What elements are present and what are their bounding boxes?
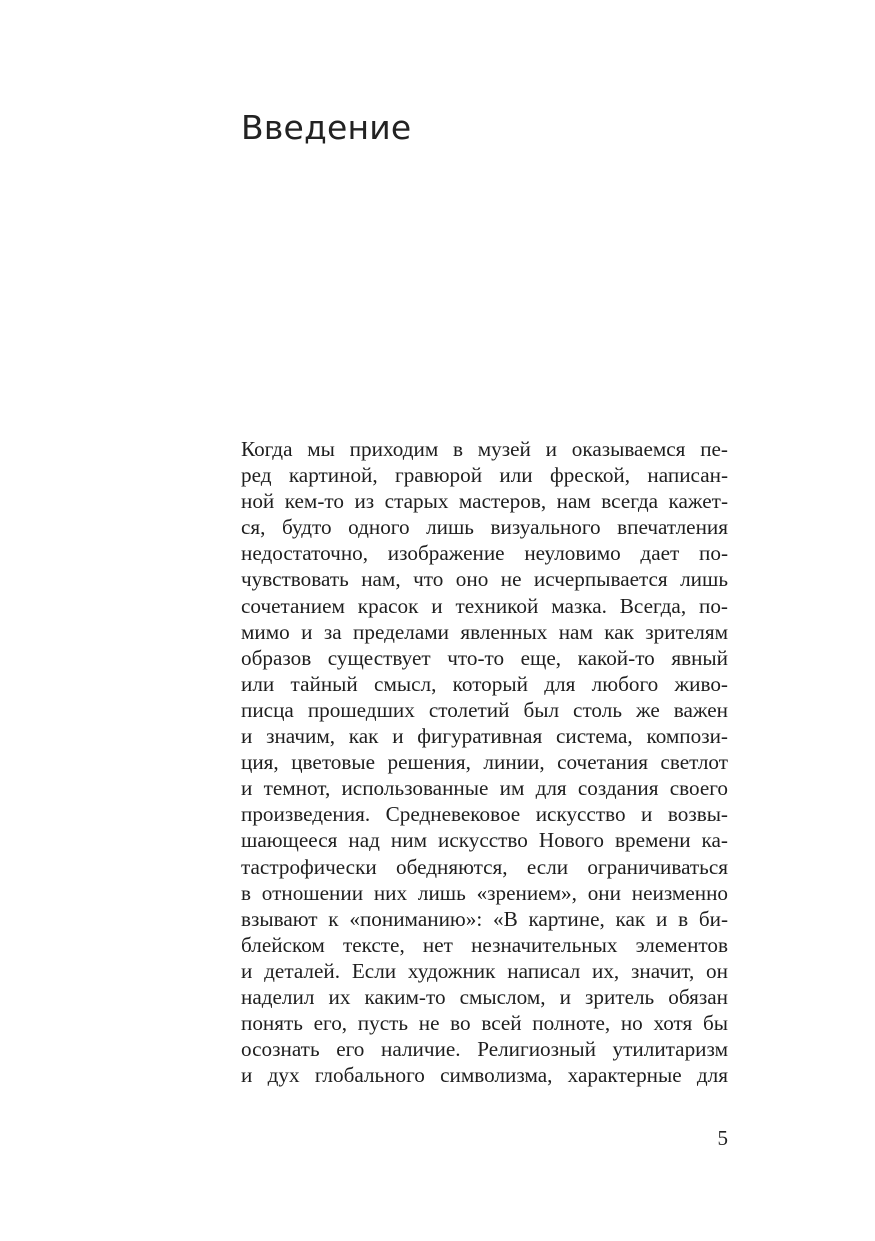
text-line: ред картиной, гравюрой или фреской, написан- [241,463,728,488]
text-line: образов существует что-то еще, какой-то явный [241,645,728,670]
text-line: и значим, как и фигуративная система, компози- [241,724,728,749]
text-line: понять его, пусть не во всей полноте, но хотя бы [241,1011,728,1036]
text-line: осознать его наличие. Религиозный утилитаризм [241,1037,728,1062]
text-line: недостаточно, изображение неуловимо дает по- [241,541,728,566]
text-line: чувствовать нам, что оно не исчерпывается лишь [241,567,728,592]
text-line: или тайный смысл, который для любого живо- [241,671,728,696]
text-line: и дух глобального символизма, характерные для [241,1063,728,1088]
text-line: ция, цветовые решения, линии, сочетания светлот [241,750,728,775]
text-line: сочетанием красок и техникой мазка. Всегда, по- [241,593,728,618]
text-line: ся, будто одного лишь визуального впечатления [241,515,728,540]
text-line: взывают к «пониманию»: «В картине, как и в би- [241,906,728,931]
text-line: ной кем-то из старых мастеров, нам всегда кажет- [241,489,728,514]
text-line: тастрофически обедняются, если ограничиваться [241,854,728,879]
text-line: мимо и за пределами явленных нам как зрителям [241,619,728,644]
text-line: Когда мы приходим в музей и оказываемся пе- [241,437,728,461]
text-line: и деталей. Если художник написал их, значит, он [241,958,728,983]
text-line: наделил их каким-то смыслом, и зритель обязан [241,984,728,1009]
text-line: в отношении них лишь «зрением», они неизменно [241,880,728,905]
text-line: и темнот, использованные им для создания своего [241,776,728,801]
chapter-title: Введение [241,108,412,147]
body-paragraph [241,436,728,1088]
text-line: шающееся над ним искусство Нового времени ка- [241,828,728,853]
text-line: блейском тексте, нет незначительных элементов [241,932,728,957]
text-line: произведения. Средневековое искусство и возвы- [241,802,728,827]
text-line: писца прошедших столетий был столь же важен [241,697,728,722]
page-number: 5 [717,1126,728,1150]
